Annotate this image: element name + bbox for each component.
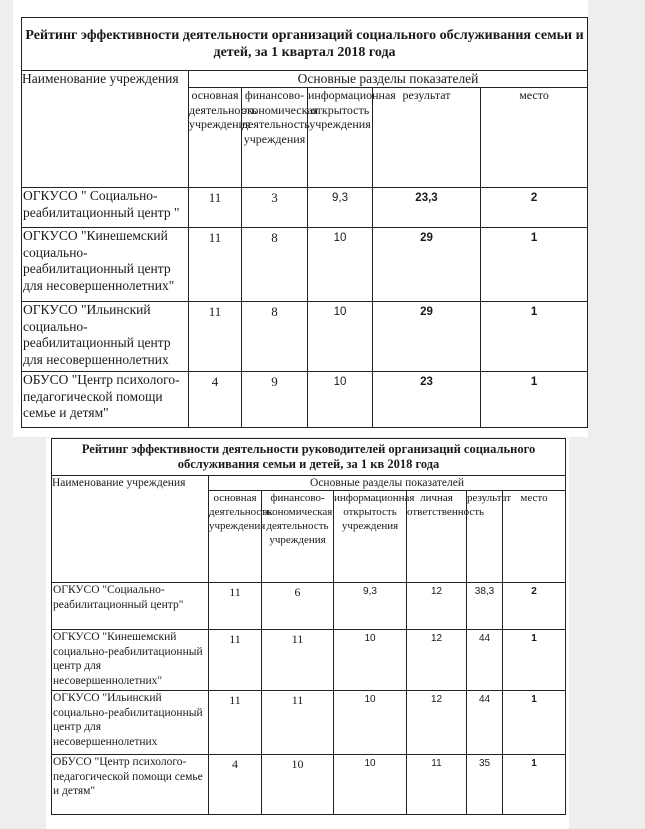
info-openness-value: 10	[308, 228, 373, 302]
place-value: 2	[481, 188, 588, 228]
institution-name: ОГКУСО "Кинешемский социально-реабилитационный центр для несовершеннолетних"	[52, 630, 209, 691]
place-value: 1	[481, 372, 588, 428]
info-openness-value: 10	[308, 302, 373, 372]
table-row	[52, 583, 566, 630]
table-row	[22, 228, 588, 302]
table-row	[52, 630, 566, 691]
financial-value: 8	[242, 302, 308, 372]
personal-responsibility-value: 12	[407, 691, 467, 755]
column-header-core-activity: основная деятельность учреждения	[189, 88, 242, 188]
core-activity-value: 4	[189, 372, 242, 428]
rating-sheet-organizations	[13, 0, 588, 437]
core-activity-value: 11	[209, 691, 262, 755]
institution-name: ОБУСО "Центр психолого-педагогической помощи семье и детям"	[22, 372, 189, 428]
column-header-financial: финансово-экономическая деятельность учреждения	[262, 491, 334, 583]
info-openness-value: 9,3	[334, 583, 407, 630]
column-header-core-activity: основная деятельность учреждения	[209, 491, 262, 583]
place-value: 1	[481, 228, 588, 302]
info-openness-value: 10	[334, 691, 407, 755]
institution-name: ОБУСО "Центр психолого-педагогической помощи семье и детям"	[52, 755, 209, 815]
core-activity-value: 11	[189, 188, 242, 228]
financial-value: 8	[242, 228, 308, 302]
column-header-place: место	[503, 491, 566, 583]
core-activity-value: 11	[209, 630, 262, 691]
info-openness-value: 10	[334, 755, 407, 815]
column-header-info-openness: информационная открытость учреждения	[334, 491, 407, 583]
info-openness-value: 10	[334, 630, 407, 691]
column-header-result: результат	[467, 491, 503, 583]
column-header-info-openness: информационная открытость учреждения	[308, 88, 373, 188]
institution-name: ОГКУСО "Кинешемский социально-реабилитационный центр для несовершеннолетних"	[22, 228, 189, 302]
financial-value: 10	[262, 755, 334, 815]
name-column-header: Наименование учреждения	[52, 476, 209, 583]
financial-value: 11	[262, 630, 334, 691]
place-value: 1	[481, 302, 588, 372]
column-header-place: место	[481, 88, 588, 188]
table-row	[52, 691, 566, 755]
personal-responsibility-value: 11	[407, 755, 467, 815]
indicator-group-header: Основные разделы показателей	[209, 476, 566, 491]
info-openness-value: 9,3	[308, 188, 373, 228]
institution-name: ОГКУСО "Ильинский социально-реабилитационный центр для несовершеннолетних	[22, 302, 189, 372]
table-title: Рейтинг эффективности деятельности руководителей организаций социального обслуживания семьи и детей, за 1 кв 2018 года	[52, 439, 566, 476]
place-value: 1	[503, 755, 566, 815]
table-row	[22, 188, 588, 228]
organizations-rating-table	[21, 17, 588, 428]
table-row	[22, 372, 588, 428]
core-activity-value: 11	[189, 302, 242, 372]
core-activity-value: 11	[209, 583, 262, 630]
table-row	[22, 302, 588, 372]
result-value: 29	[373, 228, 481, 302]
result-value: 44	[467, 691, 503, 755]
result-value: 29	[373, 302, 481, 372]
table-title: Рейтинг эффективности деятельности организаций социального обслуживания семьи и детей, за 1 квартал 2018 года	[22, 18, 588, 71]
institution-name: ОГКУСО " Социально-реабилитационный центр "	[22, 188, 189, 228]
financial-value: 11	[262, 691, 334, 755]
info-openness-value: 10	[308, 372, 373, 428]
core-activity-value: 4	[209, 755, 262, 815]
institution-name: ОГКУСО "Социально-реабилитационный центр"	[52, 583, 209, 630]
core-activity-value: 11	[189, 228, 242, 302]
column-header-result: результат	[373, 88, 481, 188]
place-value: 2	[503, 583, 566, 630]
result-value: 23,3	[373, 188, 481, 228]
table-row	[52, 755, 566, 815]
column-header-personal-responsibility: личная ответственность	[407, 491, 467, 583]
financial-value: 9	[242, 372, 308, 428]
rating-sheet-managers	[46, 438, 569, 829]
result-value: 35	[467, 755, 503, 815]
place-value: 1	[503, 691, 566, 755]
result-value: 38,3	[467, 583, 503, 630]
column-header-financial: финансово-экономическая деятельность учреждения	[242, 88, 308, 188]
place-value: 1	[503, 630, 566, 691]
institution-name: ОГКУСО "Ильинский социально-реабилитационный центр для несовершеннолетних	[52, 691, 209, 755]
result-value: 23	[373, 372, 481, 428]
managers-rating-table	[51, 438, 566, 815]
indicator-group-header: Основные разделы показателей	[189, 71, 588, 88]
result-value: 44	[467, 630, 503, 691]
personal-responsibility-value: 12	[407, 630, 467, 691]
financial-value: 6	[262, 583, 334, 630]
name-column-header: Наименование учреждения	[22, 71, 189, 188]
personal-responsibility-value: 12	[407, 583, 467, 630]
financial-value: 3	[242, 188, 308, 228]
